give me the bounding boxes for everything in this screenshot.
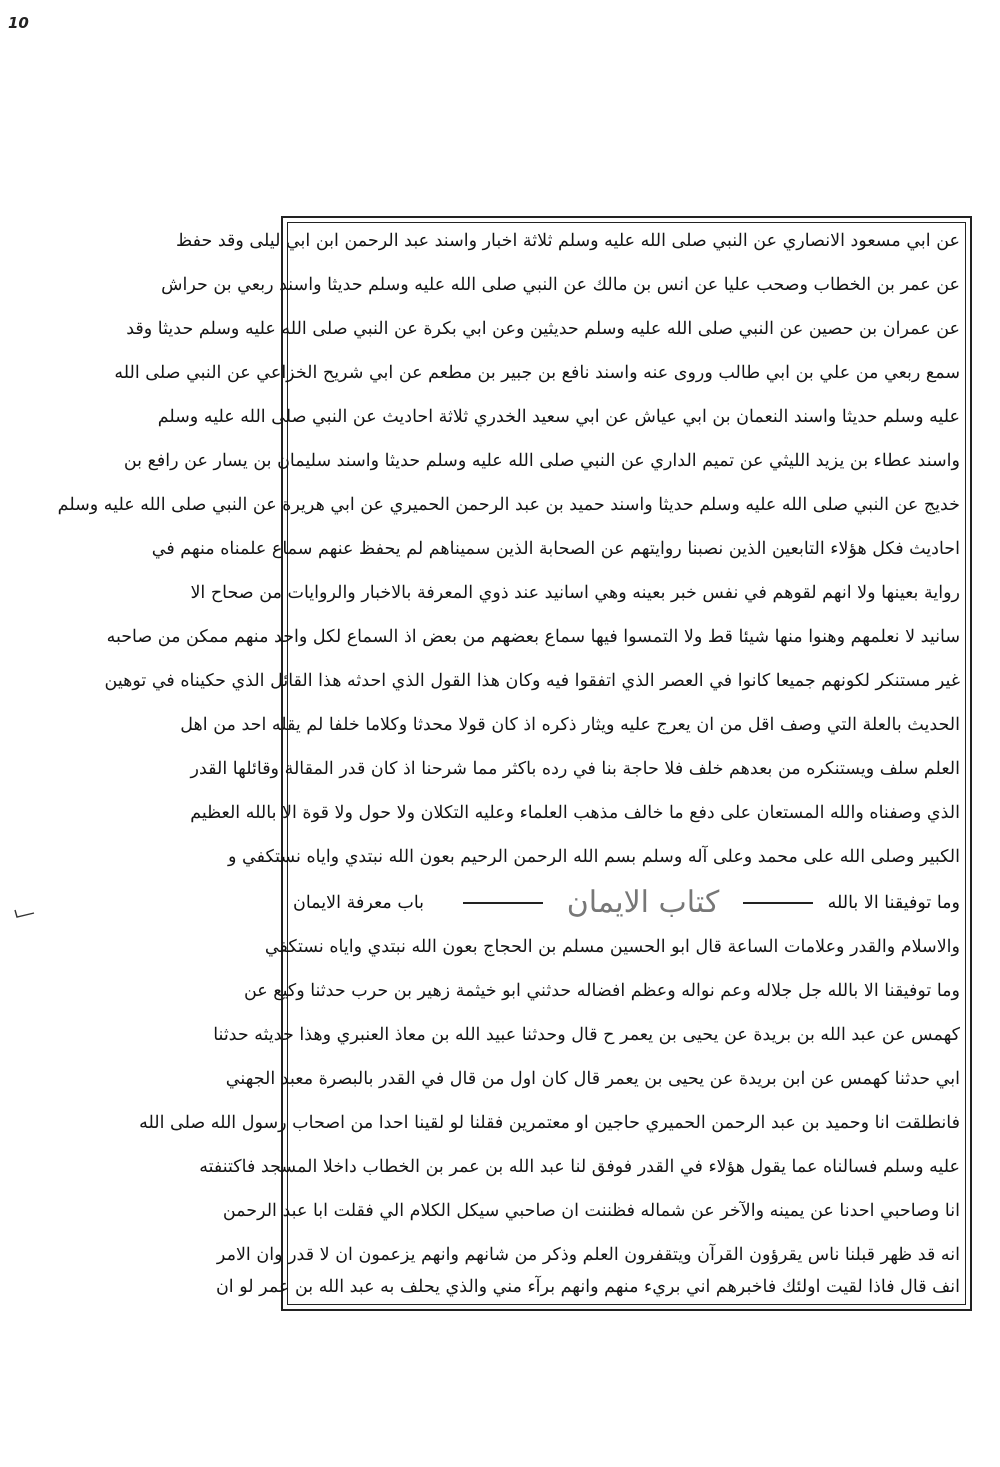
heading-tail-text: باب معرفة الايمان [293,893,425,913]
manuscript-line: عن عمران بن حصين عن النبي صلى الله عليه وسلم حديثين وعن ابي بكرة عن النبي صلى الله عليه وسلم حديثا وقد [126,319,960,339]
manuscript-line: خديج عن النبي صلى الله عليه وسلم حديثا واسند حميد بن عبد الرحمن الحميري عن ابي هريرة عن النبي صلى الله عليه وسلم [57,495,960,515]
chapter-heading [293,880,960,926]
manuscript-line: رواية بعينها ولا انهم لقوهم في نفس خبر بعينه وهي اسانيد عند ذوي المعرفة بالاخبار والروايات من صحاح الا [190,583,960,603]
manuscript-line: الحديث بالعلة التي وصف اقل من ان يعرج عليه ويثار ذكره اذ كان قولا محدثا وكلاما خلفا لم يقله احد من اهل [180,715,960,735]
heading-rule-left [463,902,543,904]
manuscript-line: احاديث فكل هؤلاء التابعين الذين نصبنا روايتهم عن الصحابة الذين سميناهم لم يحفظ عنهم سماع علمناه منهم في [151,539,960,559]
manuscript-line: سانيد لا نعلمهم وهنوا منها شيئا قط ولا التمسوا فيها سماع بعضهم من بعض اذ السماع لكل واحد منهم ممكن من صاحبه [106,627,960,647]
manuscript-line: عن عمر بن الخطاب وصحب عليا عن انس بن مالك عن النبي صلى الله عليه وسلم حديثا واسند ربعي بن حراش [161,275,960,295]
manuscript-line: الذي وصفناه والله المستعان على دفع ما خالف مذهب العلماء وعليه التكلان ولا حول ولا قوة الا بالله العظيم [190,803,960,823]
manuscript-line: كهمس عن عبد الله بن بريدة عن يحيى بن يعمر ح قال وحدثنا عبيد الله بن معاذ العنبري وهذا حديثه حدثنا [213,1025,960,1045]
manuscript-line: عن ابي مسعود الانصاري عن النبي صلى الله عليه وسلم ثلاثة اخبار واسند عبد الرحمن ابن ابي ليلى وقد حفظ [176,231,960,251]
heading-rule-right [743,902,813,904]
manuscript-line: عليه وسلم فسالناه عما يقول هؤلاء في القدر فوفق لنا عبد الله بن عمر بن الخطاب داخلا المسجد فاكتنفته [199,1157,960,1177]
manuscript-text-block [57,226,960,1302]
manuscript-line: وما توفيقنا الا بالله جل جلاله وعم نواله وعظم افضاله حدثني ابو خيثمة زهير بن حرب حدثنا وكيع عن [243,981,960,1001]
chapter-title: كتاب الايمان [566,885,720,920]
manuscript-line: انف قال فاذا لقيت اولئك فاخبرهم اني بريء منهم وانهم برآء مني والذي يحلف به عبد الله بن عمر لو ان [215,1277,960,1297]
manuscript-line: ابي حدثنا كهمس عن ابن بريدة عن يحيى بن يعمر قال كان اول من قال في القدر بالبصرة معبد الجهني [225,1069,960,1089]
heading-lead-text: وما توفيقنا الا بالله [827,893,960,913]
manuscript-line: والاسلام والقدر وعلامات الساعة قال ابو الحسين مسلم بن الحجاج بعون الله نبتدي واياه نستكفي [264,937,960,957]
manuscript-line: انا وصاحبي احدنا عن يمينه والآخر عن شماله فظننت ان صاحبي سيكل الكلام الي فقلت ابا عبد الرحمن [222,1201,960,1221]
page-number: 10 [8,14,29,32]
manuscript-line: واسند عطاء بن يزيد الليثي عن تميم الداري عن النبي صلى الله عليه وسلم حديثا واسند سليمان بن يسار عن رافع بن [123,451,960,471]
manuscript-line: فانطلقت انا وحميد بن عبد الرحمن الحميري حاجين او معتمرين فقلنا لو لقينا احدا من اصحاب رسول الله صلى الله [139,1113,960,1133]
manuscript-line: سمع ربعي من علي بن ابي طالب وروى عنه واسند نافع بن جبير بن مطعم عن ابي شريح الخزاعي عن النبي صلى الله [114,363,960,383]
manuscript-line: انه قد ظهر قبلنا ناس يقرؤون القرآن ويتقفرون العلم وذكر من شانهم وانهم يزعمون ان لا قدر وان الامر [216,1245,960,1265]
margin-mark [14,906,36,920]
manuscript-line: عليه وسلم حديثا واسند النعمان بن ابي عياش عن ابي سعيد الخدري ثلاثة احاديث عن النبي صلى الله عليه وسلم [157,407,960,427]
manuscript-line: غير مستنكر لكونهم جميعا كانوا في العصر الذي اتفقوا فيه وكان هذا القول الذي احدثه هذا القائل الذي حكيناه في توهين [104,671,960,691]
manuscript-line: العلم سلف ويستنكره من بعدهم خلف فلا حاجة بنا في رده باكثر مما شرحنا اذ كان قدر المقالة وقائلها القدر [190,759,960,779]
manuscript-line: الكبير وصلى الله على محمد وعلى آله وسلم بسم الله الرحمن الرحيم بعون الله نبتدي واياه نستكفي و [228,847,960,867]
